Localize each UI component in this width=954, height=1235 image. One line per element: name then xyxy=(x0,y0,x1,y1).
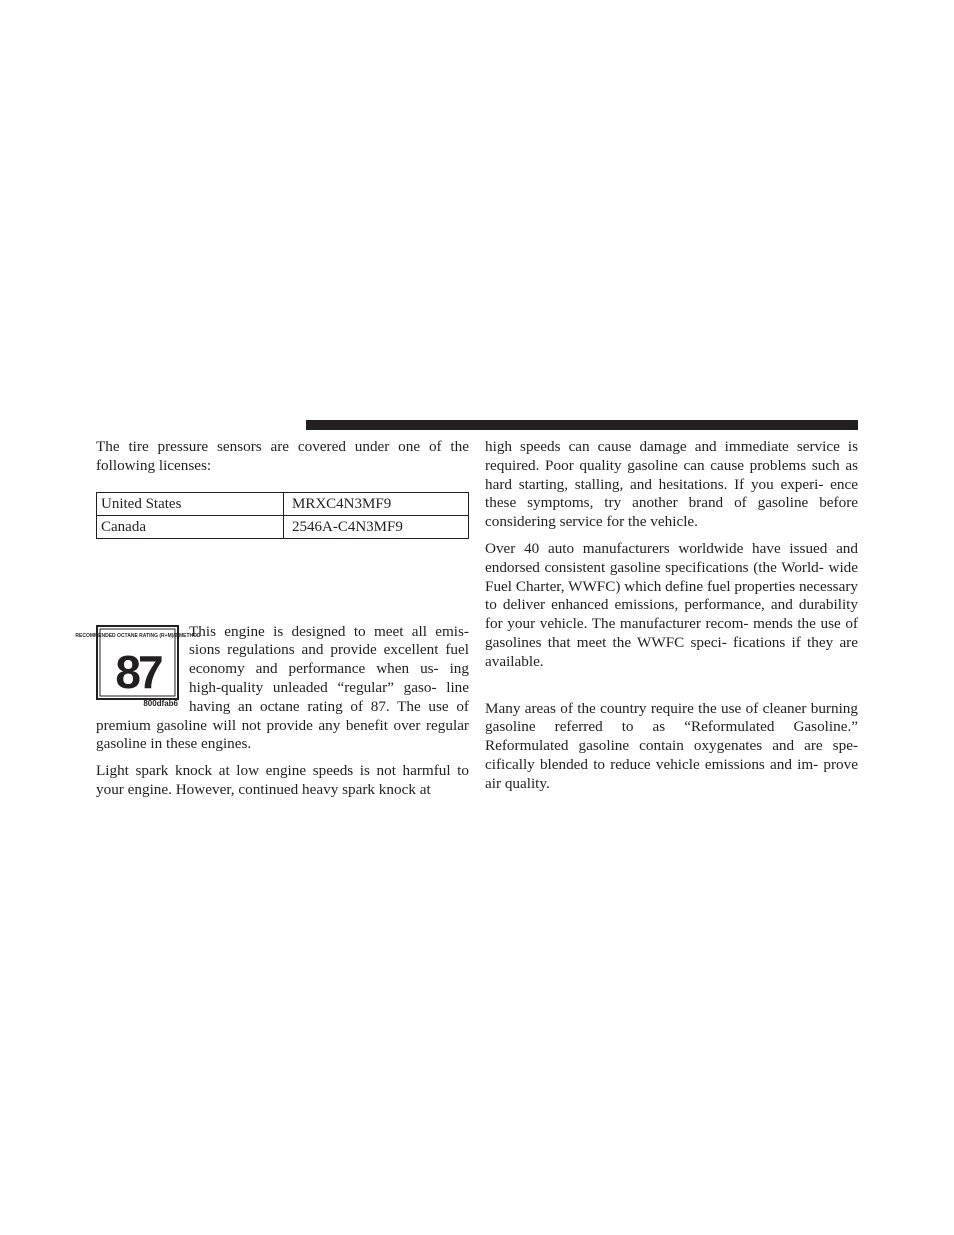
header-rule xyxy=(306,420,858,430)
octane-label-header: RECOMMENDED OCTANE RATING (R+M)/2 METHOD xyxy=(75,632,201,639)
knock-paragraph: Light spark knock at low engine speeds is not harmful to your engine. However, continued heavy spark knock at xyxy=(96,762,469,798)
octane-section xyxy=(75,622,469,755)
license-code: MRXC4N3MF9 xyxy=(284,492,469,515)
license-region: Canada xyxy=(97,515,284,538)
table-row xyxy=(97,515,469,538)
reformulated-paragraph: Many areas of the country require the use of cleaner burning gasoline referred to as “Reformulated Gasoline.” Reformulated gasoline contain oxygenates and are spe- cifically blended to reduce vehicle emissions and im- prove air quality. xyxy=(485,699,858,792)
table-row xyxy=(97,492,469,515)
octane-label-code: 800dfab6 xyxy=(143,698,178,708)
license-region: United States xyxy=(97,492,284,515)
wwfc-paragraph: Over 40 auto manufacturers worldwide have issued and endorsed consistent gasoline specifications (the World- wide Fuel Charter, WWFC) which define fuel properties necessary to deliver enhanced emissions, performance, and durability for your vehicle. The manufacturer recom- mends the use of gasolines that meet the WWFC speci- fications if they are available. xyxy=(485,539,858,670)
octane-rating-icon xyxy=(75,625,201,708)
right-column xyxy=(485,438,858,794)
octane-label-value: 87 xyxy=(115,645,161,698)
license-code: 2546A-C4N3MF9 xyxy=(284,515,469,538)
licenses-table xyxy=(96,492,469,539)
left-column xyxy=(75,438,469,800)
octane-paragraph: This engine is designed to meet all emis- sions regulations and provide excellent fuel economy and performance when us- ing high-quality unleaded “regular” gaso- line having an octane rating of 87. The use of premium gasoline will not provide any benefit over regular gasoline in these engines. xyxy=(96,622,469,753)
licenses-intro: The tire pressure sensors are covered under one of the following licenses: xyxy=(96,438,469,474)
service-paragraph: high speeds can cause damage and immediate service is required. Poor quality gasoline can cause problems such as hard starting, stalling, and hesitations. If you experi- ence these symptoms, try another brand of gasoline before considering service for the vehicle. xyxy=(485,438,858,531)
